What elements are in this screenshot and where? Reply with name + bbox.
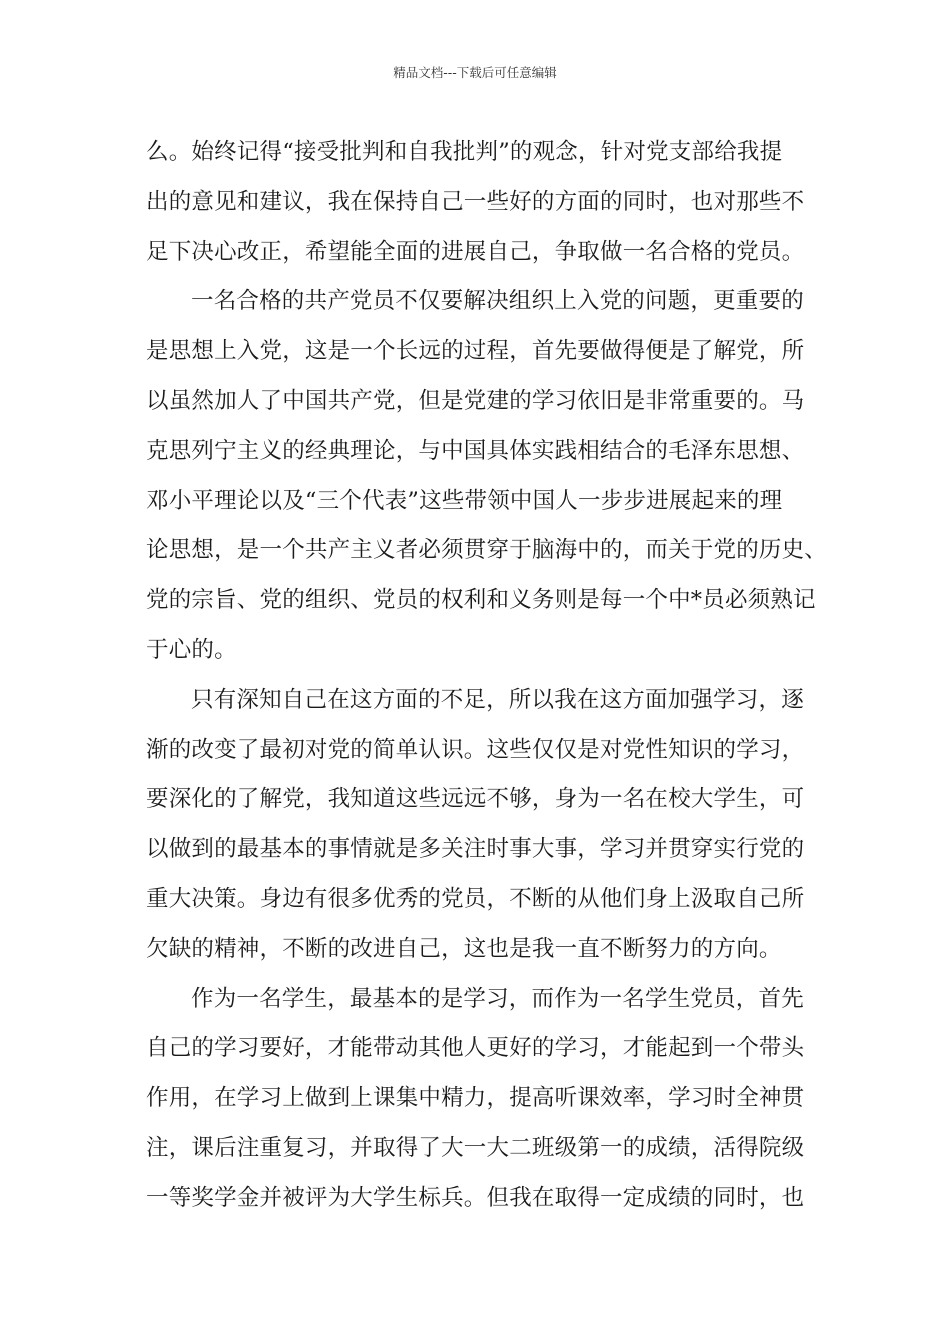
text-line: 足下决心改正，希望能全面的进展自己，争取做一名合格的党员。 (146, 238, 805, 265)
text-line: 党的宗旨、党的组织、党员的权利和义务则是每一个中*员必须熟记 (146, 587, 816, 614)
text-line: 一等奖学金并被评为大学生标兵。但我在取得一定成绩的同时，也 (146, 1184, 805, 1211)
paragraph (146, 277, 836, 675)
text-line: 要深化的了解党，我知道这些远远不够，身为一名在校大学生，可 (146, 786, 805, 813)
paragraph (146, 975, 836, 1224)
text-line: 以做到的最基本的事情就是多关注时事大事，学习并贯穿实行党的 (146, 836, 805, 863)
text-line: 只有深知自己在这方面的不足，所以我在这方面加强学习，逐 (191, 686, 804, 713)
text-line: 注，课后注重复习，并取得了大一大二班级第一的成绩，活得院级 (146, 1134, 805, 1161)
text-line: 么。始终记得“接受批判和自我批判”的观念，针对党支部给我提 (146, 139, 783, 165)
text-line: 作为一名学生，最基本的是学习，而作为一名学生党员，首先 (191, 985, 804, 1012)
text-line: 于心的。 (146, 636, 237, 663)
text-line: 自己的学习要好，才能带动其他人更好的学习，才能起到一个带头 (146, 1035, 805, 1062)
text-line: 渐的改变了最初对党的简单认识。这些仅仅是对党性知识的学习， (146, 736, 805, 763)
text-line: 重大决策。身边有很多优秀的党员，不断的从他们身上汲取自己所 (146, 885, 805, 912)
text-line: 以虽然加人了中国共产党，但是党建的学习依旧是非常重要的。马 (146, 387, 805, 414)
document-body (146, 128, 836, 1224)
text-line: 欠缺的精神，不断的改进自己，这也是我一直不断努力的方向。 (146, 935, 782, 962)
page-header: 精品文档---下载后可任意编辑 (393, 65, 557, 80)
paragraph (146, 128, 836, 277)
text-line: 是思想上入党，这是一个长远的过程，首先要做得便是了解党，所 (146, 338, 805, 365)
text-line: 作用，在学习上做到上课集中精力，提高听课效率，学习时全神贯 (146, 1085, 805, 1112)
text-line: 出的意见和建议，我在保持自己一些好的方面的同时，也对那些不 (146, 188, 805, 215)
text-line: 论思想，是一个共产主义者必须贯穿于脑海中的，而关于党的历史、 (146, 537, 828, 564)
text-line: 邓小平理论以及“三个代表”这些带领中国人一步步进展起来的理 (146, 487, 783, 514)
text-line: 克思列宁主义的经典理论，与中国具体实践相结合的毛泽东思想、 (146, 437, 805, 464)
paragraph (146, 676, 836, 975)
text-line: 一名合格的共产党员不仅要解决组织上入党的问题，更重要的 (191, 288, 804, 315)
